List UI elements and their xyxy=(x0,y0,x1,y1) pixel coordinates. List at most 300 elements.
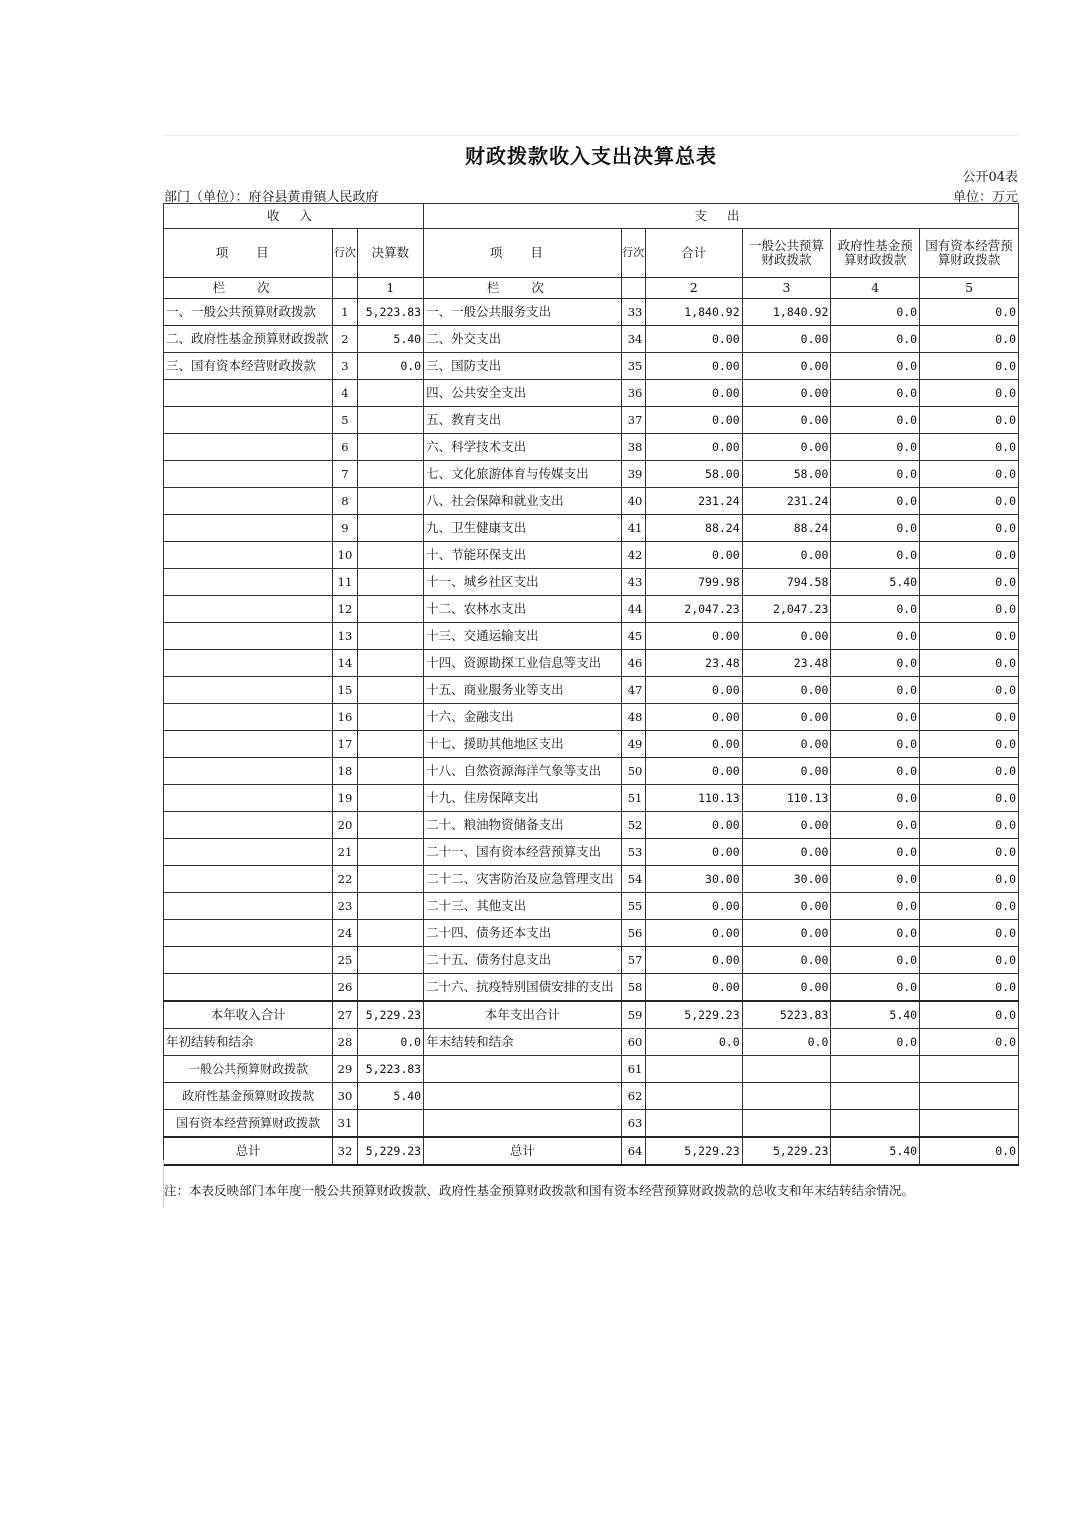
general-public-amount-cell: 0.00 xyxy=(742,542,831,569)
general-public-amount-cell: 0.00 xyxy=(742,731,831,758)
table-row xyxy=(164,920,1019,947)
col4-label: 4 xyxy=(831,278,920,299)
total-amount-cell: 23.48 xyxy=(645,650,742,677)
gov-fund-amount-cell xyxy=(831,1083,920,1110)
total-amount-cell xyxy=(645,1083,742,1110)
income-item-cell xyxy=(164,974,333,1002)
income-item-cell: 政府性基金预算财政拨款 xyxy=(164,1083,333,1110)
general-public-amount-cell: 0.00 xyxy=(742,920,831,947)
gov-fund-amount-cell: 0.0 xyxy=(831,947,920,974)
general-public-amount-cell: 58.00 xyxy=(742,461,831,488)
general-public-amount-cell: 30.00 xyxy=(742,866,831,893)
income-item-cell xyxy=(164,866,333,893)
income-item-cell: 三、国有资本经营财政拨款 xyxy=(164,353,333,380)
expense-item-cell: 六、科学技术支出 xyxy=(424,434,622,461)
table-row xyxy=(164,461,1019,488)
income-line-cell: 16 xyxy=(333,704,357,731)
general-public-amount-cell: 0.00 xyxy=(742,812,831,839)
gov-fund-amount-cell: 0.0 xyxy=(831,650,920,677)
gov-fund-amount-cell: 0.0 xyxy=(831,515,920,542)
gov-fund-amount-cell: 0.0 xyxy=(831,326,920,353)
general-public-amount-cell: 231.24 xyxy=(742,488,831,515)
state-capital-amount-cell: 0.0 xyxy=(920,299,1019,326)
appropriation-table xyxy=(163,203,1019,1166)
income-amount-cell xyxy=(357,758,424,785)
gov-fund-amount-cell: 0.0 xyxy=(831,866,920,893)
gov-fund-amount-cell: 0.0 xyxy=(831,407,920,434)
income-line-cell: 19 xyxy=(333,785,357,812)
state-capital-amount-cell: 0.0 xyxy=(920,569,1019,596)
gov-fund-header: 政府性基金预算财政拨款 xyxy=(831,229,920,278)
total-amount-cell xyxy=(645,1110,742,1138)
gov-fund-amount-cell: 0.0 xyxy=(831,1029,920,1056)
total-amount-cell: 0.00 xyxy=(645,380,742,407)
expense-line-cell: 46 xyxy=(621,650,645,677)
expense-line-cell: 40 xyxy=(621,488,645,515)
income-item-cell xyxy=(164,920,333,947)
col1-label: 1 xyxy=(357,278,424,299)
gov-fund-amount-cell: 0.0 xyxy=(831,542,920,569)
expense-item-cell: 二、外交支出 xyxy=(424,326,622,353)
gov-fund-amount-cell: 0.0 xyxy=(831,677,920,704)
state-capital-amount-cell: 0.0 xyxy=(920,974,1019,1002)
income-line-cell: 30 xyxy=(333,1083,357,1110)
income-line-cell: 22 xyxy=(333,866,357,893)
expense-line-cell: 37 xyxy=(621,407,645,434)
total-amount-cell: 0.00 xyxy=(645,704,742,731)
income-amount-cell: 5,229.23 xyxy=(357,1001,424,1029)
expense-line-cell: 36 xyxy=(621,380,645,407)
expense-item-cell: 十七、援助其他地区支出 xyxy=(424,731,622,758)
expense-item-cell: 四、公共安全支出 xyxy=(424,380,622,407)
gov-fund-amount-cell: 0.0 xyxy=(831,812,920,839)
table-row xyxy=(164,1083,1019,1110)
total-amount-cell: 0.00 xyxy=(645,974,742,1002)
table-row xyxy=(164,542,1019,569)
expense-line-cell: 35 xyxy=(621,353,645,380)
expense-line-cell: 43 xyxy=(621,569,645,596)
gov-fund-amount-cell: 0.0 xyxy=(831,299,920,326)
state-capital-amount-cell: 0.0 xyxy=(920,920,1019,947)
income-amount-cell xyxy=(357,731,424,758)
total-amount-cell: 799.98 xyxy=(645,569,742,596)
income-item-header: 项 目 xyxy=(164,229,333,278)
general-public-amount-cell: 0.00 xyxy=(742,623,831,650)
income-line-cell: 24 xyxy=(333,920,357,947)
gov-fund-amount-cell: 0.0 xyxy=(831,758,920,785)
income-amount-header: 决算数 xyxy=(357,229,424,278)
income-item-cell xyxy=(164,785,333,812)
income-item-cell xyxy=(164,677,333,704)
state-capital-amount-cell: 0.0 xyxy=(920,488,1019,515)
expense-line-cell: 50 xyxy=(621,758,645,785)
income-line-cell: 3 xyxy=(333,353,357,380)
expense-line-cell: 45 xyxy=(621,623,645,650)
income-amount-cell xyxy=(357,407,424,434)
expense-line-cell: 53 xyxy=(621,839,645,866)
income-line-cell: 9 xyxy=(333,515,357,542)
table-row xyxy=(164,326,1019,353)
income-item-cell xyxy=(164,812,333,839)
income-amount-cell xyxy=(357,515,424,542)
general-public-amount-cell: 0.00 xyxy=(742,380,831,407)
table-row xyxy=(164,1137,1019,1165)
total-amount-cell: 0.00 xyxy=(645,407,742,434)
income-item-cell xyxy=(164,407,333,434)
expense-line-cell: 57 xyxy=(621,947,645,974)
income-line-cell: 2 xyxy=(333,326,357,353)
income-item-cell: 一般公共预算财政拨款 xyxy=(164,1056,333,1083)
total-amount-cell: 88.24 xyxy=(645,515,742,542)
income-amount-cell xyxy=(357,785,424,812)
table-row xyxy=(164,785,1019,812)
total-amount-cell: 0.00 xyxy=(645,839,742,866)
gov-fund-amount-cell xyxy=(831,1110,920,1138)
total-amount-cell: 0.00 xyxy=(645,623,742,650)
table-row xyxy=(164,974,1019,1002)
page-title: 财政拨款收入支出决算总表 xyxy=(465,144,717,168)
total-amount-cell xyxy=(645,1056,742,1083)
expense-item-cell: 总计 xyxy=(424,1137,622,1165)
income-amount-cell xyxy=(357,1110,424,1138)
total-amount-cell: 0.00 xyxy=(645,947,742,974)
gov-fund-amount-cell: 5.40 xyxy=(831,1137,920,1165)
state-capital-amount-cell: 0.0 xyxy=(920,866,1019,893)
table-row xyxy=(164,1001,1019,1029)
table-row xyxy=(164,299,1019,326)
header-row-column-numbers xyxy=(164,278,1019,299)
expense-line-cell: 63 xyxy=(621,1110,645,1138)
income-line-cell: 14 xyxy=(333,650,357,677)
table-row xyxy=(164,650,1019,677)
general-public-amount-cell xyxy=(742,1083,831,1110)
expense-item-cell: 十八、自然资源海洋气象等支出 xyxy=(424,758,622,785)
state-capital-amount-cell: 0.0 xyxy=(920,893,1019,920)
income-item-cell xyxy=(164,488,333,515)
expense-item-cell: 十九、住房保障支出 xyxy=(424,785,622,812)
income-amount-cell xyxy=(357,947,424,974)
general-public-amount-cell xyxy=(742,1110,831,1138)
gov-fund-amount-cell: 0.0 xyxy=(831,920,920,947)
total-amount-cell: 0.00 xyxy=(645,677,742,704)
total-amount-cell: 0.00 xyxy=(645,893,742,920)
state-capital-amount-cell: 0.0 xyxy=(920,623,1019,650)
total-amount-cell: 0.00 xyxy=(645,731,742,758)
expense-item-cell: 十、节能环保支出 xyxy=(424,542,622,569)
income-amount-cell: 5.40 xyxy=(357,326,424,353)
income-line-cell: 10 xyxy=(333,542,357,569)
table-row xyxy=(164,866,1019,893)
table-row xyxy=(164,704,1019,731)
income-amount-cell xyxy=(357,866,424,893)
state-capital-amount-cell: 0.0 xyxy=(920,353,1019,380)
expense-line-cell: 54 xyxy=(621,866,645,893)
gov-fund-amount-cell: 0.0 xyxy=(831,893,920,920)
expense-item-cell: 十五、商业服务业等支出 xyxy=(424,677,622,704)
expense-line-cell: 60 xyxy=(621,1029,645,1056)
table-row xyxy=(164,677,1019,704)
expense-item-cell: 十一、城乡社区支出 xyxy=(424,569,622,596)
income-line-cell: 12 xyxy=(333,596,357,623)
income-line-cell: 27 xyxy=(333,1001,357,1029)
general-public-amount-cell: 5223.83 xyxy=(742,1001,831,1029)
state-capital-amount-cell xyxy=(920,1110,1019,1138)
department-label: 部门（单位）：府谷县黄甫镇人民政府 xyxy=(164,190,379,205)
income-item-cell: 二、政府性基金预算财政拨款 xyxy=(164,326,333,353)
form-number: 公开04表 xyxy=(962,170,1018,185)
gov-fund-amount-cell: 0.0 xyxy=(831,596,920,623)
gov-fund-amount-cell: 5.40 xyxy=(831,569,920,596)
expense-line-cell: 61 xyxy=(621,1056,645,1083)
income-item-cell: 年初结转和结余 xyxy=(164,1029,333,1056)
total-amount-cell: 0.00 xyxy=(645,920,742,947)
state-capital-amount-cell: 0.0 xyxy=(920,812,1019,839)
income-item-cell xyxy=(164,947,333,974)
gov-fund-amount-cell: 0.0 xyxy=(831,434,920,461)
table-row xyxy=(164,893,1019,920)
state-capital-amount-cell: 0.0 xyxy=(920,515,1019,542)
expense-line-cell: 49 xyxy=(621,731,645,758)
income-amount-cell: 5,223.83 xyxy=(357,1056,424,1083)
table-row xyxy=(164,488,1019,515)
general-public-amount-cell xyxy=(742,1056,831,1083)
expense-item-cell: 二十三、其他支出 xyxy=(424,893,622,920)
income-item-cell: 国有资本经营预算财政拨款 xyxy=(164,1110,333,1138)
gov-fund-amount-cell: 0.0 xyxy=(831,623,920,650)
income-amount-cell xyxy=(357,650,424,677)
gov-fund-amount-cell: 0.0 xyxy=(831,461,920,488)
income-line-cell: 4 xyxy=(333,380,357,407)
general-public-amount-cell: 1,840.92 xyxy=(742,299,831,326)
total-amount-cell: 0.00 xyxy=(645,326,742,353)
total-amount-cell: 0.00 xyxy=(645,353,742,380)
table-row xyxy=(164,407,1019,434)
general-public-amount-cell: 0.00 xyxy=(742,893,831,920)
unit-label: 单位：万元 xyxy=(952,190,1018,205)
total-amount-cell: 0.0 xyxy=(645,1029,742,1056)
income-amount-cell xyxy=(357,434,424,461)
table-row xyxy=(164,380,1019,407)
general-public-amount-cell: 0.00 xyxy=(742,947,831,974)
income-item-cell xyxy=(164,542,333,569)
table-row xyxy=(164,596,1019,623)
expense-item-cell: 七、文化旅游体育与传媒支出 xyxy=(424,461,622,488)
expense-line-cell: 47 xyxy=(621,677,645,704)
expense-item-cell: 年末结转和结余 xyxy=(424,1029,622,1056)
income-amount-cell xyxy=(357,623,424,650)
blank-cell xyxy=(333,278,357,299)
income-amount-cell: 0.0 xyxy=(357,353,424,380)
income-amount-cell xyxy=(357,569,424,596)
expense-line-cell: 42 xyxy=(621,542,645,569)
footnote: 注：本表反映部门本年度一般公共预算财政拨款、政府性基金预算财政拨款和国有资本经营预算财政拨款的总收支和年末结转结余情况。 xyxy=(164,1183,915,1198)
general-public-amount-cell: 0.00 xyxy=(742,407,831,434)
income-amount-cell xyxy=(357,596,424,623)
general-public-amount-cell: 88.24 xyxy=(742,515,831,542)
income-amount-cell xyxy=(357,974,424,1002)
general-public-amount-cell: 2,047.23 xyxy=(742,596,831,623)
income-item-cell xyxy=(164,731,333,758)
total-amount-cell: 0.00 xyxy=(645,758,742,785)
general-public-amount-cell: 110.13 xyxy=(742,785,831,812)
income-line-cell: 13 xyxy=(333,623,357,650)
general-public-amount-cell: 23.48 xyxy=(742,650,831,677)
total-amount-cell: 30.00 xyxy=(645,866,742,893)
table-row xyxy=(164,839,1019,866)
income-item-cell: 一、一般公共预算财政拨款 xyxy=(164,299,333,326)
expense-line-cell: 38 xyxy=(621,434,645,461)
total-amount-cell: 110.13 xyxy=(645,785,742,812)
income-line-cell: 11 xyxy=(333,569,357,596)
income-line-cell: 1 xyxy=(333,299,357,326)
expense-line-cell: 41 xyxy=(621,515,645,542)
income-line-cell: 32 xyxy=(333,1137,357,1165)
gov-fund-amount-cell: 0.0 xyxy=(831,974,920,1002)
header-row-columns xyxy=(164,229,1019,278)
state-capital-amount-cell: 0.0 xyxy=(920,1029,1019,1056)
table-row xyxy=(164,731,1019,758)
table-row xyxy=(164,1110,1019,1138)
table-row xyxy=(164,812,1019,839)
income-amount-cell xyxy=(357,677,424,704)
expense-line-cell: 52 xyxy=(621,812,645,839)
table-row xyxy=(164,1056,1019,1083)
expense-header: 支 出 xyxy=(424,204,1019,229)
income-line-cell: 26 xyxy=(333,974,357,1002)
state-capital-amount-cell xyxy=(920,1056,1019,1083)
general-public-amount-cell: 0.00 xyxy=(742,974,831,1002)
expense-item-cell xyxy=(424,1110,622,1138)
expense-line-cell: 39 xyxy=(621,461,645,488)
income-amount-cell xyxy=(357,380,424,407)
income-line-cell: 25 xyxy=(333,947,357,974)
state-capital-amount-cell: 0.0 xyxy=(920,1137,1019,1165)
table-row xyxy=(164,1029,1019,1056)
expense-line-cell: 56 xyxy=(621,920,645,947)
income-line-cell: 28 xyxy=(333,1029,357,1056)
state-capital-amount-cell: 0.0 xyxy=(920,407,1019,434)
general-public-amount-cell: 794.58 xyxy=(742,569,831,596)
expense-item-cell xyxy=(424,1083,622,1110)
income-line-cell: 8 xyxy=(333,488,357,515)
expense-item-cell: 二十四、债务还本支出 xyxy=(424,920,622,947)
general-public-amount-cell: 5,229.23 xyxy=(742,1137,831,1165)
total-amount-cell: 231.24 xyxy=(645,488,742,515)
col2-label: 2 xyxy=(645,278,742,299)
general-public-amount-cell: 0.00 xyxy=(742,677,831,704)
income-amount-cell xyxy=(357,461,424,488)
state-capital-amount-cell: 0.0 xyxy=(920,947,1019,974)
total-amount-cell: 0.00 xyxy=(645,542,742,569)
expense-item-cell: 八、社会保障和就业支出 xyxy=(424,488,622,515)
table-row xyxy=(164,434,1019,461)
state-capital-amount-cell: 0.0 xyxy=(920,704,1019,731)
expense-item-cell: 二十五、债务付息支出 xyxy=(424,947,622,974)
col3-label: 3 xyxy=(742,278,831,299)
income-amount-cell xyxy=(357,704,424,731)
blank-cell xyxy=(621,278,645,299)
expense-line-header: 行次 xyxy=(621,229,645,278)
expense-line-cell: 44 xyxy=(621,596,645,623)
income-line-cell: 5 xyxy=(333,407,357,434)
gov-fund-amount-cell: 0.0 xyxy=(831,839,920,866)
total-amount-cell: 5,229.23 xyxy=(645,1137,742,1165)
gov-fund-amount-cell: 0.0 xyxy=(831,704,920,731)
expense-item-cell: 二十、粮油物资储备支出 xyxy=(424,812,622,839)
income-amount-cell xyxy=(357,920,424,947)
income-item-cell xyxy=(164,515,333,542)
expense-item-cell: 二十二、灾害防治及应急管理支出 xyxy=(424,866,622,893)
header-row-group xyxy=(164,204,1019,229)
gov-fund-amount-cell xyxy=(831,1056,920,1083)
total-amount-cell: 0.00 xyxy=(645,434,742,461)
expense-item-cell xyxy=(424,1056,622,1083)
expense-item-cell: 五、教育支出 xyxy=(424,407,622,434)
income-item-cell xyxy=(164,893,333,920)
gov-fund-amount-cell: 0.0 xyxy=(831,488,920,515)
expense-item-cell: 本年支出合计 xyxy=(424,1001,622,1029)
state-capital-amount-cell: 0.0 xyxy=(920,542,1019,569)
top-rule xyxy=(163,135,1019,136)
state-capital-amount-cell: 0.0 xyxy=(920,461,1019,488)
expense-item-cell: 十三、交通运输支出 xyxy=(424,623,622,650)
column-label: 栏 次 xyxy=(424,278,622,299)
state-capital-header: 国有资本经营预算财政拨款 xyxy=(920,229,1019,278)
general-public-amount-cell: 0.00 xyxy=(742,434,831,461)
expense-item-cell: 二十六、抗疫特别国债安排的支出 xyxy=(424,974,622,1002)
expense-item-cell: 十六、金融支出 xyxy=(424,704,622,731)
general-public-amount-cell: 0.00 xyxy=(742,839,831,866)
income-line-cell: 18 xyxy=(333,758,357,785)
total-amount-cell: 58.00 xyxy=(645,461,742,488)
state-capital-amount-cell: 0.0 xyxy=(920,731,1019,758)
expense-line-cell: 33 xyxy=(621,299,645,326)
expense-line-cell: 34 xyxy=(621,326,645,353)
state-capital-amount-cell: 0.0 xyxy=(920,677,1019,704)
income-item-cell xyxy=(164,650,333,677)
gov-fund-amount-cell: 0.0 xyxy=(831,380,920,407)
income-item-cell xyxy=(164,380,333,407)
income-line-header: 行次 xyxy=(333,229,357,278)
general-public-amount-cell: 0.00 xyxy=(742,704,831,731)
gov-fund-amount-cell: 5.40 xyxy=(831,1001,920,1029)
general-public-amount-cell: 0.00 xyxy=(742,326,831,353)
income-item-cell: 本年收入合计 xyxy=(164,1001,333,1029)
income-line-cell: 21 xyxy=(333,839,357,866)
expense-line-cell: 59 xyxy=(621,1001,645,1029)
general-public-amount-cell: 0.0 xyxy=(742,1029,831,1056)
income-item-cell: 总计 xyxy=(164,1137,333,1165)
income-line-cell: 15 xyxy=(333,677,357,704)
table-row xyxy=(164,623,1019,650)
expense-line-cell: 51 xyxy=(621,785,645,812)
income-line-cell: 31 xyxy=(333,1110,357,1138)
state-capital-amount-cell: 0.0 xyxy=(920,1001,1019,1029)
table-row xyxy=(164,515,1019,542)
income-amount-cell xyxy=(357,893,424,920)
table-row xyxy=(164,758,1019,785)
income-item-cell xyxy=(164,623,333,650)
income-line-cell: 23 xyxy=(333,893,357,920)
income-item-cell xyxy=(164,704,333,731)
general-public-amount-cell: 0.00 xyxy=(742,353,831,380)
expense-item-cell: 二十一、国有资本经营预算支出 xyxy=(424,839,622,866)
state-capital-amount-cell: 0.0 xyxy=(920,596,1019,623)
state-capital-amount-cell: 0.0 xyxy=(920,785,1019,812)
column-label: 栏 次 xyxy=(164,278,333,299)
general-public-amount-cell: 0.00 xyxy=(742,758,831,785)
total-amount-cell: 1,840.92 xyxy=(645,299,742,326)
